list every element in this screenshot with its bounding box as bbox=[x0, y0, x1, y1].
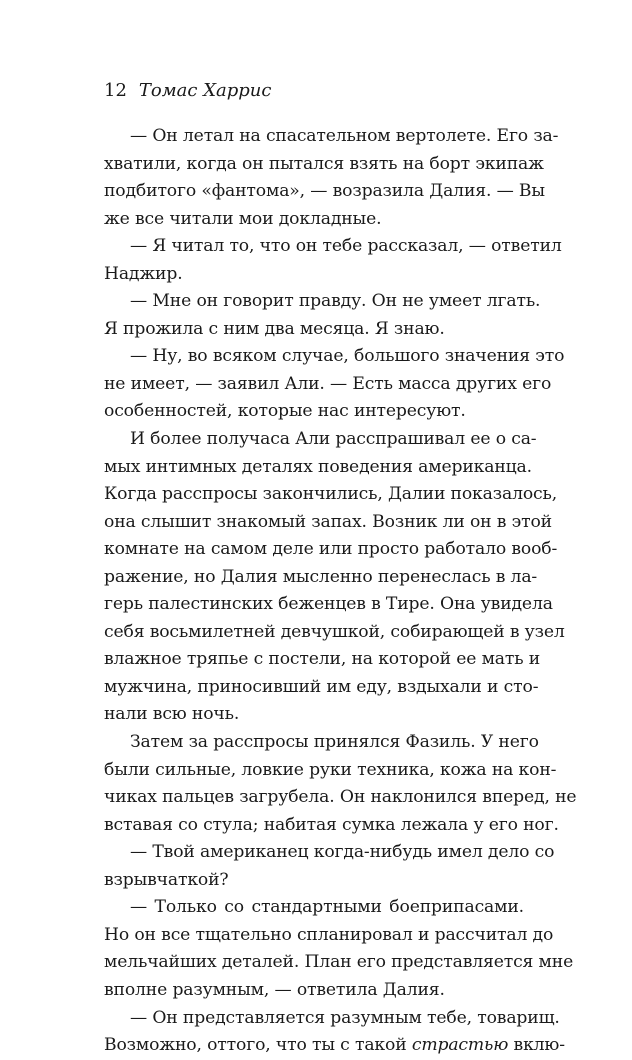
page-number: 12 bbox=[104, 80, 127, 101]
text-line: взрывчаткой? bbox=[104, 869, 229, 890]
text-segment: вклю- bbox=[508, 1035, 565, 1056]
text-line: чиках пальцев загрубела. Он наклонился вперед, не bbox=[104, 787, 577, 808]
text-line: особенностей, которые нас интересуют. bbox=[104, 401, 466, 422]
text-line: хватили, когда он пытался взять на борт экипаж bbox=[104, 153, 544, 174]
text-line: — Только со стандартными боеприпасами. bbox=[130, 897, 524, 918]
text-line: Когда расспросы закончились, Далии показалось, bbox=[104, 484, 558, 505]
text-line: — Твой американец когда-нибудь имел дело со bbox=[130, 842, 555, 863]
text-line: мужчина, приносивший им еду, вздыхали и сто- bbox=[104, 676, 539, 697]
text-line: — Он летал на спасательном вертолете. Его за- bbox=[130, 126, 559, 146]
text-line: не имеет, — заявил Али. — Есть масса других его bbox=[104, 373, 552, 394]
text-line bbox=[104, 1032, 565, 1060]
body-text bbox=[104, 123, 577, 1060]
text-line: — Мне он говорит правду. Он не умеет лгать. bbox=[130, 291, 541, 312]
text-line: же все читали мои докладные. bbox=[104, 208, 382, 229]
text-line: вполне разумным, — ответила Далия. bbox=[104, 979, 445, 1000]
text-line: себя восьмилетней девчушкой, собирающей в узел bbox=[104, 621, 565, 642]
text-line: были сильные, ловкие руки техника, кожа на кон- bbox=[104, 759, 557, 780]
text-line: мых интимных деталях поведения американца. bbox=[104, 456, 532, 477]
text-line: комнате на самом деле или просто работало вооб- bbox=[104, 539, 558, 560]
text-line: — Я читал то, что он тебе рассказал, — ответил bbox=[130, 236, 562, 257]
text-line: Но он все тщательно спланировал и рассчитал до bbox=[104, 924, 554, 945]
text-line: она слышит знакомый запах. Возник ли он в этой bbox=[104, 511, 552, 532]
text-line: мельчайших деталей. План его представляется мне bbox=[104, 952, 574, 973]
emphasis-text: страстью bbox=[411, 1035, 509, 1056]
text-line: — Он представляется разумным тебе, товарищ. bbox=[130, 1007, 560, 1028]
text-line: Я прожила с ним два месяца. Я знаю. bbox=[104, 318, 445, 339]
text-segment: Возможно, оттого, что ты с такой bbox=[104, 1035, 412, 1056]
text-line: герь палестинских беженцев в Тире. Она увидела bbox=[104, 594, 553, 615]
text-line: подбитого «фантома», — возразила Далия. — Вы bbox=[104, 181, 545, 202]
running-head bbox=[104, 79, 271, 103]
text-line: вставая со стула; набитая сумка лежала у его ног. bbox=[104, 814, 559, 835]
text-line: ражение, но Далия мысленно перенеслась в ла- bbox=[104, 566, 538, 587]
text-line: Наджир. bbox=[104, 263, 183, 284]
text-line: — Ну, во всяком случае, большого значения это bbox=[130, 346, 565, 367]
text-line: И более получаса Али расспрашивал ее о са- bbox=[130, 429, 537, 450]
text-line: Затем за расспросы принялся Фазиль. У него bbox=[130, 732, 539, 753]
text-line: нали всю ночь. bbox=[104, 704, 240, 725]
text-line: влажное тряпье с постели, на которой ее мать и bbox=[104, 649, 541, 670]
running-head-author: Томас Харрис bbox=[138, 80, 272, 101]
